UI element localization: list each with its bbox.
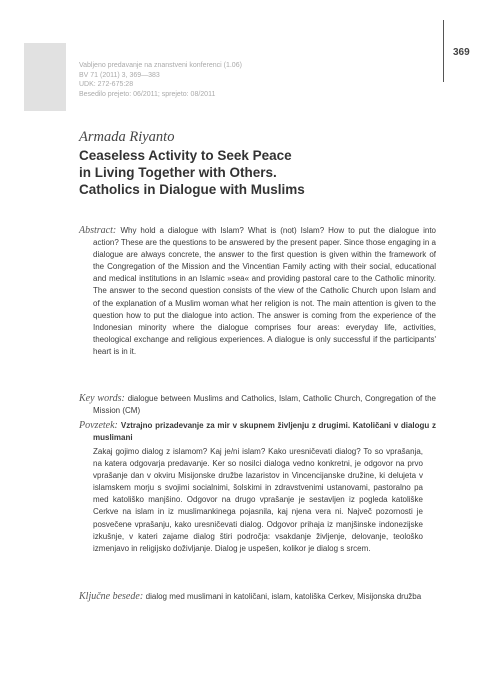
meta-line: Vabljeno predavanje na znanstveni konferenci (1.06) [79,62,242,69]
meta-line: UDK: 272-675:28 [79,81,134,89]
title-line: in Living Together with Others. [79,165,277,180]
abstract-section: Abstract: Why hold a dialogue with Islam? What is (not) Islam? How to put the dialogue into action? These are the questions to be answered by the present paper. Since those engaging in a dialogue are always concrete, the answer to the first question is given within the framework of the Congregation of the Mission and the Vincentian Family acting with their social, educational and medical institutions in an Islamic »sea« and providing pastoral care to the Catholic minority. The answer to the second question consists of the view of the Catholic Church upon Islam and of the explanation of a Muslim woman what her religion is not. The main attention is given to the question how to put the dialogue into action. The answer is coming from the experience of the Indonesian minority where the dialogue comprises four areas: everyday life, activities, theological exchange and religious experiences. A dialogue is only successful if the participants' heart is in it. [79,225,436,356]
povzetek-heading: Povzetek: Vztrajno prizadevanje za mir v skupnem življenju z drugimi. Katoličani v dialogu z muslimani [79,420,436,443]
abstract-label: Abstract [79,225,113,236]
kljucne-text: dialog med muslimani in katoličani, islam, katoliška Cerkev, Misijonska družba [145,592,422,601]
decorative-grey-block [24,43,66,111]
keywords-text: dialogue between Muslims and Catholics, Islam, Catholic Church, Congregation of the Mission (CM) [93,394,436,416]
author-name: Armada Riyanto [79,129,175,145]
meta-line: BV 71 (2011) 3, 369—383 [79,71,160,79]
title-line: Catholics in Dialogue with Muslims [79,182,305,197]
page-number: 369 [453,47,470,58]
kljucne-section: Ključne besede: dialog med muslimani in katoličani, islam, katoliška Cerkev, Misijonska družba [79,591,422,602]
meta-line: Besedilo prejeto: 06/2011; sprejeto: 08/2011 [79,90,216,98]
publication-meta [79,61,379,99]
abstract-text: Why hold a dialogue with Islam? What is (not) Islam? How to put the dialogue into action? These are the questions to be answered by the present paper. Since those engaging in a dialogue are always concrete, the answer to the first question is given within the framework of the Congregation of the Mission and the Vincentian Family acting with their social, educational and medical institutions in an Islamic »sea« and providing pastoral care to the Catholic minority. The answer to the second question consists of the view of the Catholic Church upon Islam and of the explanation of a Muslim woman what her religion is not. The main attention is given to the question how to put the dialogue into action. The answer is coming from the experience of the Indonesian minority where the dialogue comprises four areas: everyday life, activities, theological exchange and religious experiences. A dialogue is only successful if the participants' heart is in it. [93,226,436,356]
header-rule [443,20,444,82]
paper-title [79,147,305,198]
kljucne-label: Ključne besede [79,591,140,602]
keywords-label: Key words [79,393,122,404]
keywords-section: Key words: dialogue between Muslims and Catholics, Islam, Catholic Church, Congregation of the Mission (CM) [79,393,436,416]
title-line: Ceaseless Activity to Seek Peace [79,148,292,163]
povzetek-text: Zakaj gojimo dialog z islamom? Kaj je/ni islam? Kako uresničevati dialog? To so vprašanja, na katera odgovarja predavanje. Ker so nosilci dialoga vedno konkretni, je odgovor na prvo vprašanje dan v okviru Misijonske družbe lazaristov in Vincencijanske družine, ki delujeta v islamskem morju s svojimi socialnimi, šolskimi in zdravstvenimi ustanovami, pastoralno pa med katoliško manjšino. Odgovor na drugo vprašanje je sestavljen iz pogleda katoliške Cerkve na islam in iz muslimankinega pojasnila, kaj njena vera ni. Največ pozornosti je posvečene vprašanju, kako uresničevati dialog. Odgovor prihaja iz manjšinske indonezijske izkušnje, v kateri zajame dialog štiri področja: vsakdanje življenje, delovanje, teološko izmenjavo in religijsko doživljanje. Dialog je uspešen, kolikor je dialog s srcem. [93,447,423,553]
povzetek-title: Vztrajno prizadevanje za mir v skupnem življenju z drugimi. Katoličani v dialogu z muslimani [93,421,436,443]
povzetek-label: Povzetek [79,420,115,431]
